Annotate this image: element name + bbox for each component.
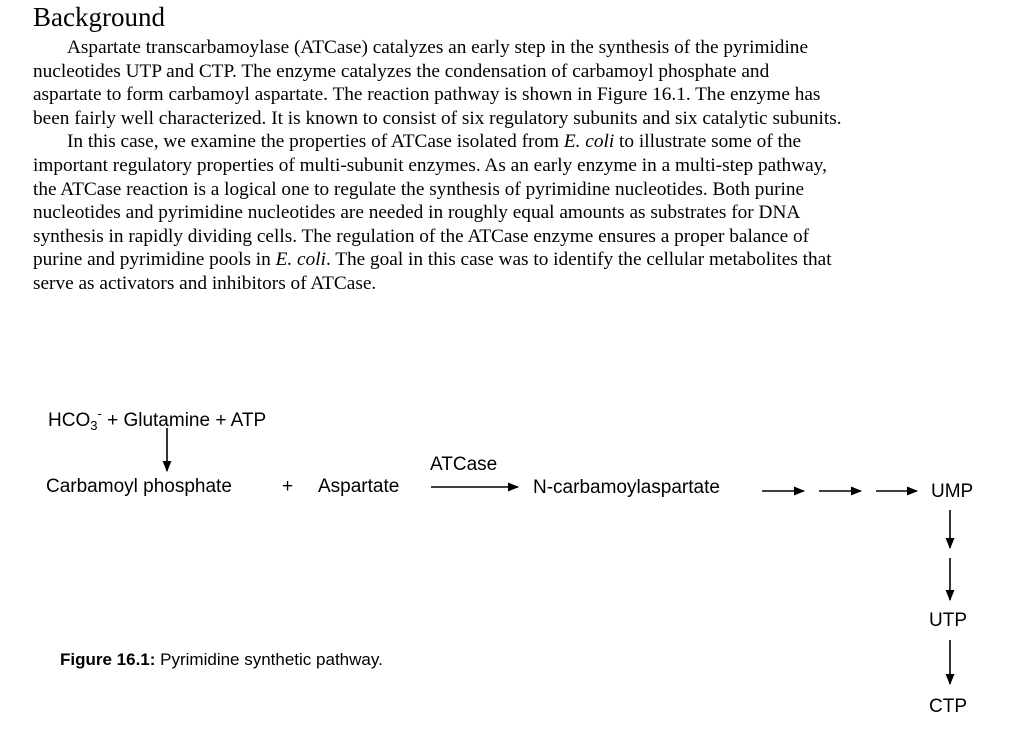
aspartate-label: Aspartate [318, 476, 400, 497]
carbamoyl-phosphate-label: Carbamoyl phosphate [46, 476, 232, 497]
organism-name: E. coli [275, 249, 326, 271]
caption-label: Figure 16.1: [60, 650, 156, 669]
figure-caption [60, 650, 383, 670]
plus-sign: + [282, 476, 294, 497]
paragraph2-line1-b: to illustrate some of the [614, 131, 802, 153]
paragraph2-line6-b: . The goal in this case was to identify the cellular metabolites that [325, 249, 832, 271]
paragraph2-line3: the ATCase reaction is a logical one to regulate the synthesis of pyrimidine nucleotides. Both purine [33, 178, 805, 200]
paragraph1-line3: aspartate to form carbamoyl aspartate. The reaction pathway is shown in Figure 16.1. The enzyme has [33, 84, 821, 106]
paragraph2-line5: synthesis in rapidly dividing cells. The regulation of the ATCase enzyme ensures a proper balance of [33, 225, 810, 247]
organism-name: E. coli [563, 131, 615, 153]
section-heading: Background [33, 2, 165, 32]
paragraph2-line1-a: In this case, we examine the properties of ATCase isolated from [67, 131, 564, 153]
precursors-label: $HCO_3^-$ + Glutamine + ATP [48, 406, 267, 433]
caption-text: Pyrimidine synthetic pathway. [155, 650, 383, 669]
ctp-label: CTP [929, 696, 967, 717]
product-label: N-carbamoylaspartate [533, 477, 720, 498]
paragraph1-line2: nucleotides UTP and CTP. The enzyme catalyzes the condensation of carbamoyl phosphate and [33, 60, 770, 82]
paragraph2-line2: important regulatory properties of multi-subunit enzymes. As an early enzyme in a multi-step pathway, [33, 154, 827, 176]
utp-label: UTP [929, 610, 967, 631]
paragraph2-line4: nucleotides and pyrimidine nucleotides are needed in roughly equal amounts as substrates for DNA [33, 202, 801, 224]
paragraph2-line7: serve as activators and inhibitors of ATCase. [33, 272, 377, 294]
paragraph2-line6-a: purine and pyrimidine pools in [33, 249, 276, 271]
paragraph1-line4: been fairly well characterized. It is known to consist of six regulatory subunits and six catalytic subunits. [33, 107, 842, 129]
enzyme-label: ATCase [430, 454, 498, 475]
ump-label: UMP [931, 481, 974, 502]
paragraph1-line1: Aspartate transcarbamoylase (ATCase) catalyzes an early step in the synthesis of the pyrimidine [67, 37, 808, 58]
